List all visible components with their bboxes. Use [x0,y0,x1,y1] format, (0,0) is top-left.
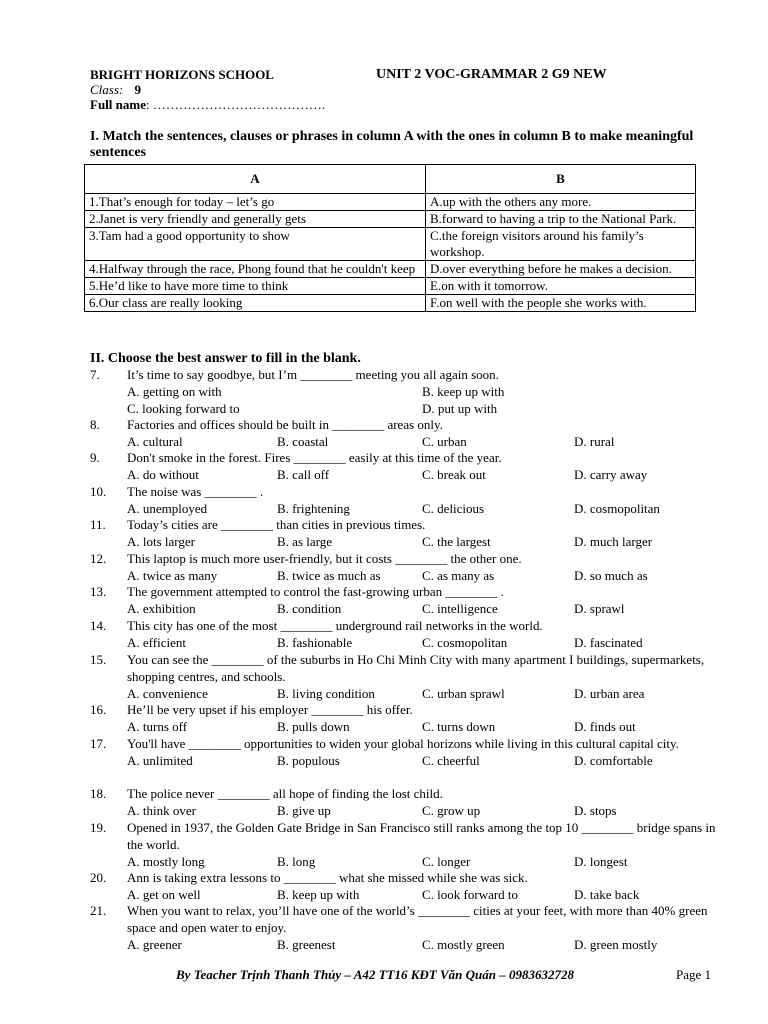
answer-option[interactable]: D. green mostly [574,936,658,952]
answer-option[interactable]: B. twice as much as [277,567,381,583]
answer-option[interactable]: D. comfortable [574,752,653,768]
answer-option[interactable]: C. turns down [422,718,496,734]
answer-option[interactable]: C. look forward to [422,886,519,902]
answer-option[interactable]: C. cosmopolitan [422,634,508,650]
answer-options [127,719,730,736]
answer-option[interactable]: A. convenience [127,685,208,701]
answer-options [127,854,730,871]
question-text: You'll have ________ opportunities to widen your global horizons while living in this cultural capital city. [127,736,679,751]
answer-option[interactable]: B. frightening [277,500,350,516]
question-text: Don't smoke in the forest. Fires ________ easily at this time of the year. [127,450,502,465]
answer-option[interactable]: A. get on well [127,886,201,902]
answer-option[interactable]: A. do without [127,466,199,482]
table-row [85,211,696,228]
question-number: 13. [90,584,107,599]
fullname-line [90,97,325,112]
answer-option[interactable]: B. give up [277,802,331,818]
table-row [85,261,696,278]
question-number: 17. [90,736,107,751]
answer-options [127,803,730,820]
answer-option[interactable]: D. rural [574,433,615,449]
answer-options [127,534,730,551]
question-text: Today’s cities are ________ than cities in previous times. [127,517,426,532]
matching-table [84,164,696,312]
answer-option[interactable]: D. so much as [574,567,648,583]
answer-option[interactable]: C. urban sprawl [422,685,505,701]
answer-option[interactable]: B. keep up with [277,886,360,902]
answer-option[interactable]: B. coastal [277,433,329,449]
question-item [90,870,730,904]
answer-options [127,384,730,401]
answer-option[interactable]: A. efficient [127,634,186,650]
question-item [90,484,730,518]
answer-option[interactable]: B. pulls down [277,718,350,734]
question-number: 19. [90,820,107,835]
answer-option[interactable]: D. urban area [574,685,645,701]
answer-option[interactable]: C. cheerful [422,752,480,768]
question-number: 21. [90,903,107,918]
column-a-cell: 6.Our class are really looking [85,295,426,312]
answer-option[interactable]: C. longer [422,853,471,869]
answer-option[interactable]: A. lots larger [127,533,195,549]
answer-option[interactable]: C. grow up [422,802,481,818]
column-a-cell: 5.He’d like to have more time to think [85,278,426,295]
question-item [90,517,730,551]
question-item [90,450,730,484]
column-b-cell: D.over everything before he makes a decision. [426,261,696,278]
question-text: It’s time to say goodbye, but I’m ________ meeting you all again soon. [127,367,499,382]
question-item [90,652,730,702]
answer-option[interactable]: B. long [277,853,316,869]
question-text: This laptop is much more user-friendly, but it costs ________ the other one. [127,551,522,566]
answer-options [127,434,730,451]
school-name: BRIGHT HORIZONS SCHOOL [90,67,274,82]
answer-option[interactable]: A. unemployed [127,500,208,516]
answer-options [127,501,730,518]
column-b-header: B [426,165,696,194]
teacher-credit: By Teacher Trịnh Thanh Thủy – A42 TT16 KĐT Văn Quán – 0983632728 [176,967,574,982]
answer-option[interactable]: C. the largest [422,533,491,549]
question-text: You can see the ________ of the suburbs in Ho Chi Minh City with many apartment I buildings, supermarkets, shopping centres, and schools. [127,652,705,684]
table-row [85,295,696,312]
answer-options [127,753,730,770]
answer-options [127,887,730,904]
answer-option[interactable]: B. greenest [277,936,336,952]
question-text: Ann is taking extra lessons to ________ what she missed while she was sick. [127,870,528,885]
answer-option[interactable]: A. unlimited [127,752,193,768]
answer-option[interactable]: C. looking forward to [127,400,240,416]
question-text: This city has one of the most ________ underground rail networks in the world. [127,618,543,633]
column-b-cell: A.up with the others any more. [426,194,696,211]
question-text: Factories and offices should be built in ________ areas only. [127,417,443,432]
question-item [90,367,730,417]
answer-option[interactable]: D. much larger [574,533,653,549]
question-item [90,551,730,585]
question-item [90,736,730,770]
answer-option[interactable]: C. mostly green [422,936,505,952]
page-number: Page 1 [676,967,712,982]
answer-option[interactable]: C. intelligence [422,600,498,616]
answer-option[interactable]: C. break out [422,466,486,482]
question-number: 8. [90,417,100,432]
answer-option[interactable]: D. finds out [574,718,636,734]
question-text: The government attempted to control the fast-growing urban ________ . [127,584,504,599]
answer-option[interactable]: C. delicious [422,500,485,516]
section2-title: II. Choose the best answer to fill in the blank. [90,351,361,366]
fullname-blank: : …………………………………. [145,97,326,112]
answer-option[interactable]: A. think over [127,802,196,818]
answer-option[interactable]: A. getting on with [127,383,222,399]
question-text: The noise was ________ . [127,484,264,499]
question-number: 18. [90,786,107,801]
answer-options [127,601,730,618]
answer-option[interactable]: D. fascinated [574,634,643,650]
answer-option[interactable]: D. sprawl [574,600,625,616]
class-value: 9 [134,82,141,97]
answer-option[interactable]: D. put up with [422,400,498,416]
answer-option[interactable]: A. exhibition [127,600,196,616]
table-row [85,228,696,261]
column-b-cell: B.forward to having a trip to the National Park. [426,211,696,228]
answer-option[interactable]: D. cosmopolitan [574,500,660,516]
table-row [85,278,696,295]
column-a-cell: 4.Halfway through the race, Phong found that he couldn't keep [85,261,426,278]
answer-option[interactable]: D. take back [574,886,640,902]
question-item [90,786,730,820]
table-row [85,194,696,211]
question-number: 11. [90,517,106,532]
answer-option[interactable]: D. stops [574,802,617,818]
answer-option[interactable]: D. carry away [574,466,648,482]
class-label: Class: [90,82,124,97]
answer-option[interactable]: A. greener [127,936,182,952]
answer-options [127,568,730,585]
answer-options [127,401,730,418]
answer-option[interactable]: B. call off [277,466,330,482]
matching-rows [85,194,696,312]
question-item [90,584,730,618]
class-line [90,82,141,97]
answer-options [127,467,730,484]
question-number: 14. [90,618,107,633]
column-b-cell: E.on with it tomorrow. [426,278,696,295]
question-number: 16. [90,702,107,717]
question-item [90,820,730,870]
answer-option[interactable]: A. turns off [127,718,188,734]
question-number: 9. [90,450,100,465]
column-b-cell: C.the foreign visitors around his family’s workshop. [426,228,696,261]
answer-option[interactable]: B. living condition [277,685,375,701]
section1-title: I. Match the sentences, clauses or phrases in column A with the ones in column B to make meaningful sentences [90,129,694,160]
answer-options [127,635,730,652]
question-text: Opened in 1937, the Golden Gate Bridge in San Francisco still ranks among the top 10 ________ bridge spans in the world. [127,820,716,852]
answer-option[interactable]: C. as many as [422,567,495,583]
answer-option[interactable]: B. populous [277,752,340,768]
answer-option[interactable]: B. as large [277,533,332,549]
answer-options [127,937,730,954]
question-text: When you want to relax, you’ll have one of the world’s ________ cities at your feet, with more than 40% green space and open water to enjoy. [127,903,708,935]
question-text: He’ll be very upset if his employer ________ his offer. [127,702,413,717]
answer-option[interactable]: C. urban [422,433,467,449]
answer-option[interactable]: B. fashionable [277,634,353,650]
unit-title: UNIT 2 VOC-GRAMMAR 2 G9 NEW [376,67,607,82]
fullname-label: Full name [90,97,146,112]
answer-option[interactable]: D. longest [574,853,628,869]
answer-options [127,686,730,703]
question-number: 10. [90,484,107,499]
column-a-cell: 1.That’s enough for today – let’s go [85,194,426,211]
answer-option[interactable]: A. twice as many [127,567,218,583]
question-item [90,702,730,736]
question-number: 15. [90,652,107,667]
question-text: The police never ________ all hope of finding the lost child. [127,786,443,801]
answer-option[interactable]: A. mostly long [127,853,205,869]
answer-option[interactable]: B. keep up with [422,383,505,399]
column-a-cell: 3.Tam had a good opportunity to show [85,228,426,261]
question-item [90,903,730,953]
question-item [90,618,730,652]
column-a-header: A [85,165,426,194]
question-number: 20. [90,870,107,885]
column-a-cell: 2.Janet is very friendly and generally gets [85,211,426,228]
answer-option[interactable]: A. cultural [127,433,183,449]
question-number: 7. [90,367,100,382]
column-b-cell: F.on well with the people she works with. [426,295,696,312]
question-item [90,417,730,451]
question-number: 12. [90,551,107,566]
answer-option[interactable]: B. condition [277,600,342,616]
